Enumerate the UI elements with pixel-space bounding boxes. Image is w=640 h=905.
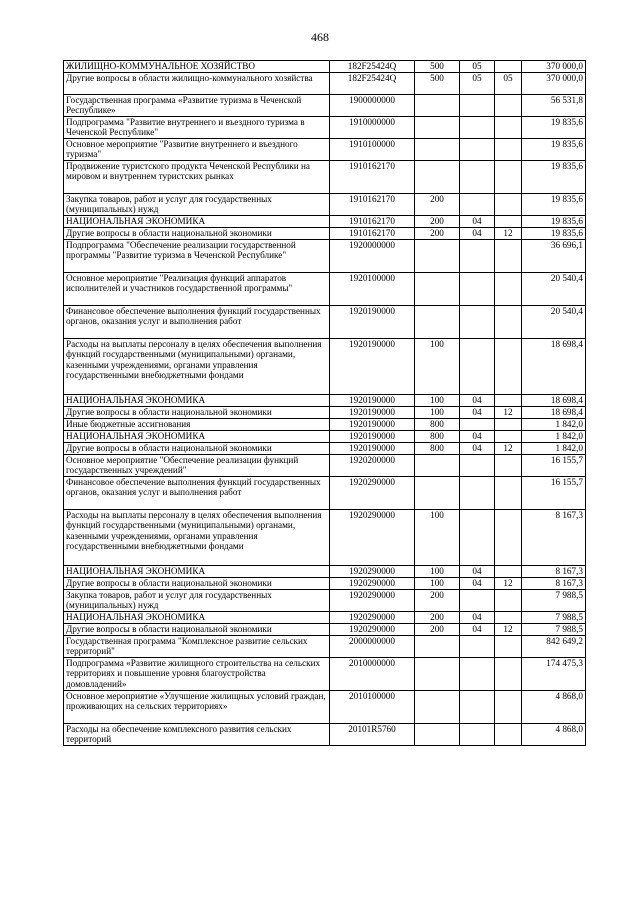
target-article-cell: 1920290000 bbox=[330, 590, 415, 612]
subsection-cell bbox=[495, 590, 522, 612]
subsection-cell bbox=[495, 95, 522, 117]
expense-name-cell: Государственная программа «Развитие туризма в Чеченской Республике» bbox=[64, 95, 330, 117]
target-article-cell: 20101R5760 bbox=[330, 724, 415, 746]
expense-name-cell: Основное мероприятие "Развитие внутреннего и въездного туризма" bbox=[64, 139, 330, 161]
expense-name-cell: Другие вопросы в области жилищно-коммунального хозяйства bbox=[64, 73, 330, 95]
section-cell bbox=[460, 139, 495, 161]
amount-cell: 19 835,6 bbox=[522, 216, 586, 228]
subsection-cell bbox=[495, 306, 522, 339]
target-article-cell: 1920290000 bbox=[330, 510, 415, 566]
section-cell bbox=[460, 658, 495, 691]
subsection-cell bbox=[495, 419, 522, 431]
table-row bbox=[64, 419, 586, 431]
section-cell bbox=[460, 306, 495, 339]
expense-name-cell: НАЦИОНАЛЬНАЯ ЭКОНОМИКА bbox=[64, 566, 330, 578]
target-article-cell: 1920000000 bbox=[330, 240, 415, 273]
table-row bbox=[64, 691, 586, 724]
table-row bbox=[64, 61, 586, 73]
table-row bbox=[64, 724, 586, 746]
target-article-cell: 1920190000 bbox=[330, 395, 415, 407]
section-cell bbox=[460, 455, 495, 477]
target-article-cell: 1920190000 bbox=[330, 407, 415, 419]
target-article-cell: 1910100000 bbox=[330, 139, 415, 161]
amount-cell: 18 698,4 bbox=[522, 395, 586, 407]
expense-name-cell: Другие вопросы в области национальной экономики bbox=[64, 624, 330, 636]
section-cell: 04 bbox=[460, 612, 495, 624]
expense-type-cell: 100 bbox=[415, 395, 460, 407]
expense-type-cell: 100 bbox=[415, 339, 460, 395]
table-row bbox=[64, 612, 586, 624]
subsection-cell bbox=[495, 510, 522, 566]
amount-cell: 20 540,4 bbox=[522, 273, 586, 306]
expense-type-cell: 100 bbox=[415, 578, 460, 590]
expense-type-cell bbox=[415, 455, 460, 477]
amount-cell: 1 842,0 bbox=[522, 443, 586, 455]
expense-name-cell: Закупка товаров, работ и услуг для государственных (муниципальных) нужд bbox=[64, 590, 330, 612]
expense-name-cell: НАЦИОНАЛЬНАЯ ЭКОНОМИКА bbox=[64, 431, 330, 443]
amount-cell: 174 475,3 bbox=[522, 658, 586, 691]
subsection-cell bbox=[495, 273, 522, 306]
subsection-cell bbox=[495, 216, 522, 228]
expense-type-cell bbox=[415, 724, 460, 746]
expense-type-cell: 500 bbox=[415, 61, 460, 73]
expense-name-cell: Подпрограмма «Развитие жилищного строительства на сельских территориях и повышение уровня благоустройства домовладений» bbox=[64, 658, 330, 691]
expense-type-cell: 200 bbox=[415, 194, 460, 216]
table-row bbox=[64, 395, 586, 407]
target-article-cell: 1920290000 bbox=[330, 612, 415, 624]
table-row bbox=[64, 658, 586, 691]
subsection-cell bbox=[495, 61, 522, 73]
expense-type-cell: 500 bbox=[415, 73, 460, 95]
subsection-cell bbox=[495, 691, 522, 724]
target-article-cell: 1920290000 bbox=[330, 624, 415, 636]
target-article-cell: 2000000000 bbox=[330, 636, 415, 658]
subsection-cell bbox=[495, 194, 522, 216]
expense-type-cell bbox=[415, 117, 460, 139]
expense-name-cell: Основное мероприятие «Улучшение жилищных условий граждан, проживающих на сельских территориях» bbox=[64, 691, 330, 724]
expense-type-cell: 200 bbox=[415, 612, 460, 624]
section-cell: 04 bbox=[460, 578, 495, 590]
page-number: 468 bbox=[311, 30, 329, 44]
expense-name-cell: Расходы на выплаты персоналу в целях обеспечения выполнения функций государственными (муниципальными) органами, казенными учреждениями, органами управления государственными внебюджетными фондами bbox=[64, 339, 330, 395]
table-row bbox=[64, 407, 586, 419]
expense-name-cell: Расходы на обеспечение комплексного развития сельских территорий bbox=[64, 724, 330, 746]
expense-type-cell: 200 bbox=[415, 624, 460, 636]
amount-cell: 18 698,4 bbox=[522, 407, 586, 419]
table-row bbox=[64, 73, 586, 95]
expense-type-cell bbox=[415, 161, 460, 194]
subsection-cell bbox=[495, 455, 522, 477]
expense-name-cell: ЖИЛИЩНО-КОММУНАЛЬНОЕ ХОЗЯЙСТВО bbox=[64, 61, 330, 73]
table-row bbox=[64, 161, 586, 194]
subsection-cell bbox=[495, 636, 522, 658]
expense-type-cell: 800 bbox=[415, 419, 460, 431]
subsection-cell bbox=[495, 658, 522, 691]
expense-type-cell: 200 bbox=[415, 590, 460, 612]
amount-cell: 7 988,5 bbox=[522, 624, 586, 636]
section-cell bbox=[460, 117, 495, 139]
section-cell bbox=[460, 510, 495, 566]
table-row bbox=[64, 139, 586, 161]
expense-type-cell: 800 bbox=[415, 431, 460, 443]
expense-type-cell: 800 bbox=[415, 443, 460, 455]
subsection-cell bbox=[495, 612, 522, 624]
target-article-cell: 1910162170 bbox=[330, 194, 415, 216]
budget-table-body bbox=[64, 61, 586, 746]
expense-name-cell: Другие вопросы в области национальной экономики bbox=[64, 443, 330, 455]
expense-name-cell: НАЦИОНАЛЬНАЯ ЭКОНОМИКА bbox=[64, 612, 330, 624]
amount-cell: 1 842,0 bbox=[522, 419, 586, 431]
table-row bbox=[64, 240, 586, 273]
table-row bbox=[64, 95, 586, 117]
target-article-cell: 1920200000 bbox=[330, 455, 415, 477]
amount-cell: 16 155,7 bbox=[522, 477, 586, 510]
expense-name-cell: Финансовое обеспечение выполнения функций государственных органов, оказания услуг и выполнения работ bbox=[64, 306, 330, 339]
subsection-cell: 12 bbox=[495, 443, 522, 455]
table-row bbox=[64, 455, 586, 477]
section-cell bbox=[460, 95, 495, 117]
expense-type-cell bbox=[415, 477, 460, 510]
amount-cell: 19 835,6 bbox=[522, 117, 586, 139]
expense-name-cell: Финансовое обеспечение выполнения функций государственных органов, оказания услуг и выполнения работ bbox=[64, 477, 330, 510]
expense-type-cell bbox=[415, 691, 460, 724]
subsection-cell bbox=[495, 431, 522, 443]
table-row bbox=[64, 339, 586, 395]
expense-type-cell: 100 bbox=[415, 510, 460, 566]
subsection-cell bbox=[495, 566, 522, 578]
section-cell: 04 bbox=[460, 395, 495, 407]
expense-name-cell: Другие вопросы в области национальной экономики bbox=[64, 228, 330, 240]
amount-cell: 18 698,4 bbox=[522, 339, 586, 395]
expense-name-cell: Продвижение туристского продукта Чеченской Республики на мировом и внутреннем туристских рынках bbox=[64, 161, 330, 194]
table-row bbox=[64, 477, 586, 510]
table-row bbox=[64, 306, 586, 339]
table-row bbox=[64, 590, 586, 612]
section-cell bbox=[460, 691, 495, 724]
subsection-cell bbox=[495, 139, 522, 161]
budget-table bbox=[63, 60, 586, 746]
table-row bbox=[64, 578, 586, 590]
subsection-cell: 12 bbox=[495, 624, 522, 636]
section-cell bbox=[460, 273, 495, 306]
target-article-cell: 1920190000 bbox=[330, 431, 415, 443]
subsection-cell bbox=[495, 161, 522, 194]
target-article-cell: 1920190000 bbox=[330, 306, 415, 339]
section-cell bbox=[460, 590, 495, 612]
table-row bbox=[64, 216, 586, 228]
table-row bbox=[64, 117, 586, 139]
target-article-cell: 2010100000 bbox=[330, 691, 415, 724]
expense-name-cell: Иные бюджетные ассигнования bbox=[64, 419, 330, 431]
section-cell bbox=[460, 636, 495, 658]
target-article-cell: 2010000000 bbox=[330, 658, 415, 691]
subsection-cell: 12 bbox=[495, 228, 522, 240]
section-cell: 05 bbox=[460, 61, 495, 73]
section-cell: 04 bbox=[460, 228, 495, 240]
amount-cell: 8 167,3 bbox=[522, 578, 586, 590]
section-cell bbox=[460, 419, 495, 431]
target-article-cell: 1910162170 bbox=[330, 161, 415, 194]
amount-cell: 4 868,0 bbox=[522, 691, 586, 724]
target-article-cell: 1920290000 bbox=[330, 578, 415, 590]
expense-type-cell bbox=[415, 240, 460, 273]
amount-cell: 36 696,1 bbox=[522, 240, 586, 273]
expense-name-cell: Подпрограмма "Развитие внутреннего и въездного туризма в Чеченской Республике" bbox=[64, 117, 330, 139]
section-cell bbox=[460, 240, 495, 273]
expense-name-cell: НАЦИОНАЛЬНАЯ ЭКОНОМИКА bbox=[64, 395, 330, 407]
subsection-cell: 05 bbox=[495, 73, 522, 95]
expense-type-cell bbox=[415, 273, 460, 306]
subsection-cell bbox=[495, 724, 522, 746]
expense-type-cell bbox=[415, 139, 460, 161]
expense-type-cell: 200 bbox=[415, 228, 460, 240]
amount-cell: 8 167,3 bbox=[522, 566, 586, 578]
section-cell: 04 bbox=[460, 216, 495, 228]
expense-name-cell: Подпрограмма "Обеспечение реализации государственной программы "Развитие туризма в Чеченской Республике" bbox=[64, 240, 330, 273]
amount-cell: 4 868,0 bbox=[522, 724, 586, 746]
section-cell bbox=[460, 161, 495, 194]
amount-cell: 20 540,4 bbox=[522, 306, 586, 339]
amount-cell: 7 988,5 bbox=[522, 612, 586, 624]
expense-name-cell: Основное мероприятие "Обеспечение реализации функций государственных учреждений" bbox=[64, 455, 330, 477]
target-article-cell: 1910000000 bbox=[330, 117, 415, 139]
section-cell: 04 bbox=[460, 431, 495, 443]
target-article-cell: 182F25424Q bbox=[330, 73, 415, 95]
table-row bbox=[64, 636, 586, 658]
subsection-cell bbox=[495, 339, 522, 395]
target-article-cell: 1920100000 bbox=[330, 273, 415, 306]
section-cell: 04 bbox=[460, 624, 495, 636]
target-article-cell: 1910162170 bbox=[330, 216, 415, 228]
amount-cell: 1 842,0 bbox=[522, 431, 586, 443]
expense-name-cell: Другие вопросы в области национальной экономики bbox=[64, 407, 330, 419]
expense-name-cell: Другие вопросы в области национальной экономики bbox=[64, 578, 330, 590]
amount-cell: 370 000,0 bbox=[522, 61, 586, 73]
target-article-cell: 1920190000 bbox=[330, 443, 415, 455]
section-cell bbox=[460, 724, 495, 746]
target-article-cell: 182F25424Q bbox=[330, 61, 415, 73]
table-row bbox=[64, 566, 586, 578]
expense-name-cell: Основное мероприятие "Реализация функций аппаратов исполнителей и участников государственной программы" bbox=[64, 273, 330, 306]
expense-name-cell: Государственная программа "Комплексное развитие сельских территорий" bbox=[64, 636, 330, 658]
subsection-cell bbox=[495, 477, 522, 510]
expense-type-cell: 200 bbox=[415, 216, 460, 228]
table-row bbox=[64, 194, 586, 216]
subsection-cell bbox=[495, 240, 522, 273]
target-article-cell: 1920190000 bbox=[330, 419, 415, 431]
table-row bbox=[64, 228, 586, 240]
target-article-cell: 1910162170 bbox=[330, 228, 415, 240]
section-cell: 04 bbox=[460, 566, 495, 578]
expense-name-cell: Расходы на выплаты персоналу в целях обеспечения выполнения функций государственными (муниципальными) органами, казенными учреждениями, органами управления государственными внебюджетными фондами bbox=[64, 510, 330, 566]
amount-cell: 19 835,6 bbox=[522, 194, 586, 216]
table-row bbox=[64, 510, 586, 566]
amount-cell: 7 988,5 bbox=[522, 590, 586, 612]
amount-cell: 370 000,0 bbox=[522, 73, 586, 95]
expense-type-cell: 100 bbox=[415, 566, 460, 578]
expense-type-cell bbox=[415, 95, 460, 117]
expense-type-cell: 100 bbox=[415, 407, 460, 419]
expense-name-cell: НАЦИОНАЛЬНАЯ ЭКОНОМИКА bbox=[64, 216, 330, 228]
target-article-cell: 1920290000 bbox=[330, 566, 415, 578]
subsection-cell: 12 bbox=[495, 578, 522, 590]
expense-name-cell: Закупка товаров, работ и услуг для государственных (муниципальных) нужд bbox=[64, 194, 330, 216]
subsection-cell bbox=[495, 395, 522, 407]
table-row bbox=[64, 273, 586, 306]
section-cell: 05 bbox=[460, 73, 495, 95]
subsection-cell: 12 bbox=[495, 407, 522, 419]
amount-cell: 8 167,3 bbox=[522, 510, 586, 566]
amount-cell: 56 531,8 bbox=[522, 95, 586, 117]
section-cell bbox=[460, 339, 495, 395]
amount-cell: 19 835,6 bbox=[522, 139, 586, 161]
expense-type-cell bbox=[415, 658, 460, 691]
section-cell bbox=[460, 194, 495, 216]
amount-cell: 16 155,7 bbox=[522, 455, 586, 477]
table-row bbox=[64, 431, 586, 443]
target-article-cell: 1920290000 bbox=[330, 477, 415, 510]
subsection-cell bbox=[495, 117, 522, 139]
expense-type-cell bbox=[415, 306, 460, 339]
amount-cell: 842 649,2 bbox=[522, 636, 586, 658]
target-article-cell: 1920190000 bbox=[330, 339, 415, 395]
amount-cell: 19 835,6 bbox=[522, 161, 586, 194]
section-cell: 04 bbox=[460, 443, 495, 455]
table-row bbox=[64, 443, 586, 455]
section-cell bbox=[460, 477, 495, 510]
target-article-cell: 1900000000 bbox=[330, 95, 415, 117]
table-row bbox=[64, 624, 586, 636]
section-cell: 04 bbox=[460, 407, 495, 419]
expense-type-cell bbox=[415, 636, 460, 658]
amount-cell: 19 835,6 bbox=[522, 228, 586, 240]
